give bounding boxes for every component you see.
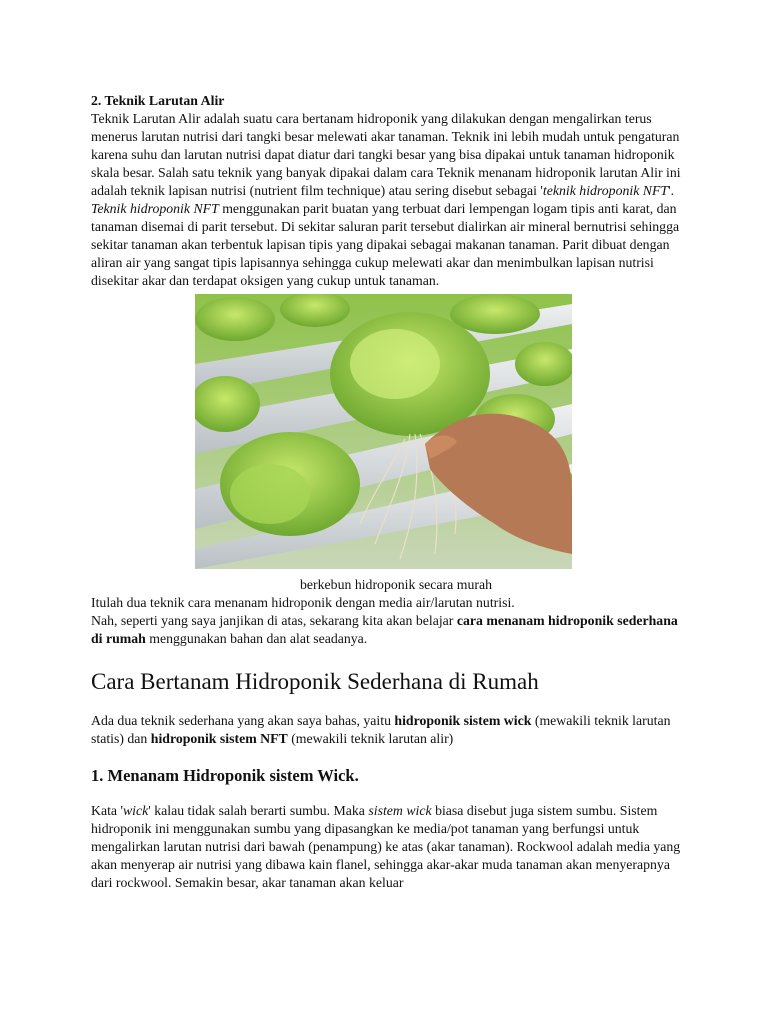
bold-phrase: cara menanam hidroponik sederhana di rumah <box>91 613 678 646</box>
italic-term: sistem wick <box>368 803 432 818</box>
paragraph-nah <box>91 612 691 648</box>
hydroponic-lettuce-photo <box>195 294 572 569</box>
figure <box>91 294 691 574</box>
document-page <box>91 92 691 892</box>
paragraph-text: '. <box>668 183 675 198</box>
section-heading-larutan-alir: 2. Teknik Larutan Alir <box>91 93 225 108</box>
italic-term: wick <box>122 803 149 818</box>
lettuce-illustration <box>195 294 572 569</box>
paragraph-nft <box>91 200 691 290</box>
paragraph-text: biasa disebut juga sistem sumbu. Sistem hidroponik ini menggunakan sumbu yang dipasangkan ke media/pot tanaman yang berfungsi untuk mengalirkan larutan nutrisi dari bawah (penampung) ke atas (akar tanaman). Rockwool adalah media yang akan menyerap air nutrisi yang dibawa kain flanel, sehingga akar-akar muda tanaman akan menyerapnya dari rockwool. Semakin besar, akar tanaman akan keluar <box>91 803 681 890</box>
main-heading: Cara Bertanam Hidroponik Sederhana di Rumah <box>91 669 539 694</box>
paragraph-text: (mewakili teknik larutan alir) <box>287 731 454 746</box>
paragraph-text: Teknik Larutan Alir adalah suatu cara bertanam hidroponik yang dilakukan dengan mengalirkan terus menerus larutan nutrisi dari tangki besar melewati akar tanaman. Teknik ini lebih mudah untuk pengaturan karena suhu dan larutan nutrisi dapat diatur dari tangki besar yang bisa dipakai untuk tanaman hidroponik skala besar. Salah satu teknik yang banyak dipakai dalam cara Teknik menanam hidroponik larutan Alir ini adalah teknik lapisan nutrisi (nutrient film technique) atau sering disebut sebagai ' <box>91 111 681 198</box>
paragraph-text: menggunakan parit buatan yang terbuat dari lempengan logam tipis anti karat, dan tanaman disemai di parit tersebut. Di sekitar saluran parit tersebut dialirkan air mineral bernutrisi sehingga sekitar tanaman akan terbentuk lapisan tipis yang dipakai sebagai makanan tanaman. Parit dibuat dengan aliran air yang sangat tipis lapisannya sehingga cukup melewati akar dan menimbulkan lapisan nutrisi disekitar akar dan terdapat oksigen yang cukup untuk tanaman. <box>91 201 680 288</box>
section-heading-wick: 1. Menanam Hidroponik sistem Wick. <box>91 766 359 785</box>
paragraph-text: Kata ' <box>91 803 123 818</box>
paragraph-wick <box>91 802 691 892</box>
paragraph-itulah: Itulah dua teknik cara menanam hidroponik dengan media air/larutan nutrisi. <box>91 595 515 610</box>
paragraph-text: ' kalau tidak salah berarti sumbu. Maka <box>148 803 369 818</box>
italic-term: teknik hidroponik NFT <box>542 183 669 198</box>
paragraph-text: Ada dua teknik sederhana yang akan saya bahas, yaitu <box>91 713 395 728</box>
bold-phrase: hidroponik sistem wick <box>394 713 532 728</box>
paragraph-text: (mewakili teknik larutan statis) dan <box>91 713 671 746</box>
paragraph-intro <box>91 712 691 748</box>
paragraph-text: menggunakan bahan dan alat seadanya. <box>145 631 368 646</box>
paragraph-text: Nah, seperti yang saya janjikan di atas, sekarang kita akan belajar <box>91 613 457 628</box>
bold-phrase: hidroponik sistem NFT <box>150 731 288 746</box>
italic-term: Teknik hidroponik NFT <box>91 201 219 216</box>
paragraph-larutan-alir <box>91 110 691 200</box>
figure-caption: berkebun hidroponik secara murah <box>300 577 492 592</box>
